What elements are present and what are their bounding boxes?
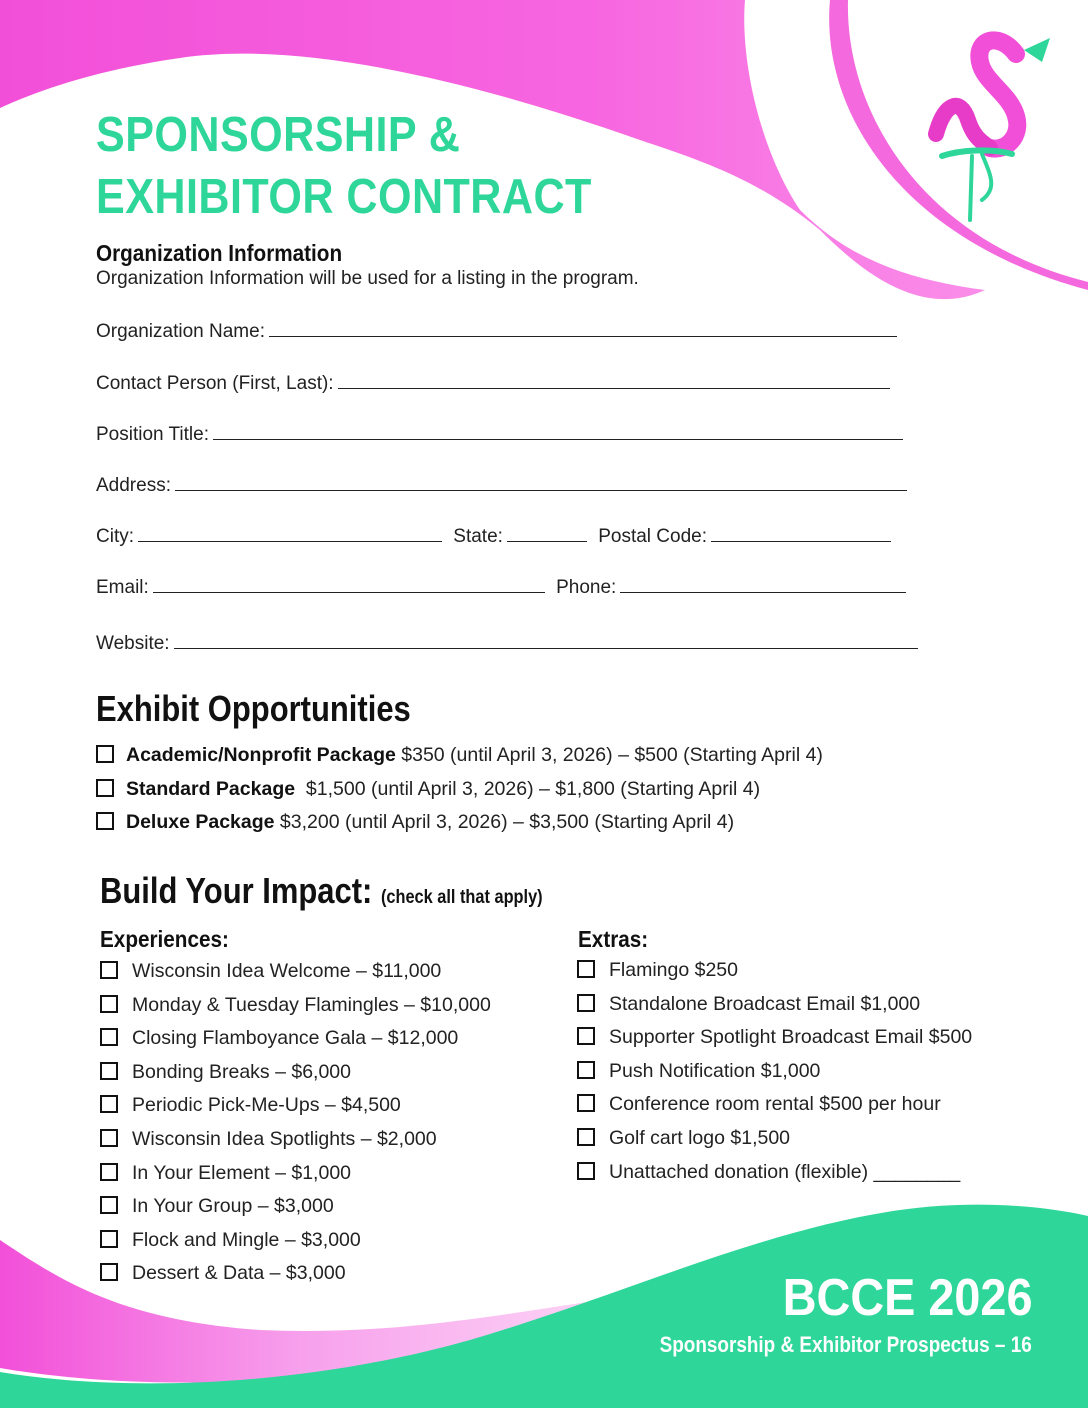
impact-heading (100, 870, 543, 912)
item-label: Supporter Spotlight Broadcast Email $500 (609, 1026, 973, 1049)
list-item (100, 1262, 491, 1296)
checkbox-icon[interactable] (96, 779, 114, 797)
checkbox-icon[interactable] (577, 1061, 595, 1079)
item-label: Dessert & Data – $3,000 (132, 1262, 346, 1285)
checkbox-icon[interactable] (100, 1095, 118, 1113)
list-item (577, 1127, 972, 1161)
item-label: Conference room rental $500 per hour (609, 1093, 941, 1116)
item-label: In Your Element – $1,000 (132, 1161, 352, 1184)
checkbox-icon[interactable] (577, 1094, 595, 1112)
list-item (577, 1060, 972, 1094)
impact-title: Build Your Impact: (100, 870, 373, 911)
postal-line[interactable] (711, 523, 891, 542)
list-item (100, 1094, 491, 1128)
state-label: State: (453, 526, 503, 547)
website-line[interactable] (174, 630, 918, 649)
item-label: Wisconsin Idea Welcome – $11,000 (132, 960, 442, 982)
checkbox-icon[interactable] (100, 995, 118, 1013)
package-academic (96, 744, 823, 767)
package-name: Standard Package (126, 778, 296, 800)
position-line[interactable] (213, 421, 903, 440)
checkbox-icon[interactable] (577, 960, 595, 978)
exhibit-heading: Exhibit Opportunities (96, 688, 411, 729)
org-name-line[interactable] (269, 318, 897, 337)
checkbox-icon[interactable] (100, 1263, 118, 1281)
item-label: Monday & Tuesday Flamingles – $10,000 (132, 993, 491, 1016)
list-item (577, 1093, 972, 1127)
list-item (100, 1027, 491, 1061)
footer-title: BCCE 2026 (782, 1269, 1032, 1327)
email-phone-row (96, 574, 912, 599)
extras-heading: Extras: (578, 926, 649, 952)
phone-line[interactable] (620, 574, 906, 593)
organization-subtext: Organization Information will be used for a listing in the program. (96, 268, 639, 289)
city-line[interactable] (138, 523, 442, 542)
checkbox-icon[interactable] (577, 1162, 595, 1180)
footer-subtitle: Sponsorship & Exhibitor Prospectus – 16 (659, 1332, 1032, 1357)
position-label: Position Title: (96, 424, 209, 445)
flamingo-logo-icon (920, 24, 1060, 234)
impact-note: (check all that apply) (380, 887, 543, 908)
item-label: Periodic Pick-Me-Ups – $4,500 (132, 1094, 401, 1117)
email-line[interactable] (153, 574, 545, 593)
checkbox-icon[interactable] (100, 961, 118, 979)
list-item (577, 993, 972, 1027)
checkbox-icon[interactable] (100, 1163, 118, 1181)
item-label: Bonding Breaks – $6,000 (132, 1060, 351, 1083)
item-label: Flamingo $250 (609, 959, 738, 981)
contact-label: Contact Person (First, Last): (96, 373, 334, 394)
state-line[interactable] (507, 523, 587, 542)
item-label: Closing Flamboyance Gala – $12,000 (132, 1027, 459, 1050)
checkbox-icon[interactable] (577, 994, 595, 1012)
item-label: Flock and Mingle – $3,000 (132, 1228, 361, 1251)
list-item (100, 1128, 491, 1162)
page-title (96, 104, 592, 228)
package-name: Deluxe Package (126, 811, 275, 833)
address-field (96, 472, 913, 497)
list-item (100, 960, 491, 994)
item-label: In Your Group – $3,000 (132, 1195, 334, 1218)
city-state-postal-row (96, 523, 897, 548)
package-name: Academic/Nonprofit Package (126, 744, 396, 766)
list-item (100, 1229, 491, 1263)
org-name-label: Organization Name: (96, 321, 265, 342)
item-label: Standalone Broadcast Email $1,000 (609, 992, 921, 1015)
email-label: Email: (96, 577, 149, 598)
checkbox-icon[interactable] (96, 745, 114, 763)
website-field (96, 630, 924, 655)
package-deluxe (96, 811, 734, 834)
list-item (100, 994, 491, 1028)
checkbox-icon[interactable] (100, 1129, 118, 1147)
checkbox-icon[interactable] (100, 1196, 118, 1214)
title-line-2: EXHIBITOR CONTRACT (96, 170, 592, 224)
list-item (577, 1161, 972, 1195)
item-label: Wisconsin Idea Spotlights – $2,000 (132, 1127, 437, 1150)
contact-field (96, 370, 896, 395)
website-label: Website: (96, 633, 170, 654)
checkbox-icon[interactable] (96, 812, 114, 830)
phone-label: Phone: (556, 577, 617, 598)
list-item (100, 1162, 491, 1196)
org-name-field (96, 318, 903, 343)
package-price: $350 (until April 3, 2026) – $500 (Starting April 4) (395, 744, 823, 766)
title-line-1: SPONSORSHIP & (96, 108, 461, 162)
list-item (100, 1195, 491, 1229)
checkbox-icon[interactable] (577, 1128, 595, 1146)
checkbox-icon[interactable] (100, 1230, 118, 1248)
experiences-heading: Experiences: (100, 926, 229, 952)
package-standard (96, 778, 760, 801)
experiences-list (100, 960, 491, 1296)
list-item (577, 959, 972, 993)
contact-line[interactable] (338, 370, 890, 389)
item-label: Push Notification $1,000 (609, 1059, 821, 1082)
postal-label: Postal Code: (598, 526, 708, 547)
checkbox-icon[interactable] (100, 1028, 118, 1046)
city-label: City: (96, 526, 134, 547)
package-price: $3,200 (until April 3, 2026) – $3,500 (Starting April 4) (274, 811, 735, 833)
extras-list (577, 959, 972, 1194)
list-item (577, 1026, 972, 1060)
organization-heading: Organization Information (96, 240, 343, 266)
address-label: Address: (96, 475, 171, 496)
list-item (100, 1061, 491, 1095)
checkbox-icon[interactable] (577, 1027, 595, 1045)
item-label: Unattached donation (flexible) ________ (609, 1160, 961, 1183)
position-field (96, 421, 909, 446)
package-price: $1,500 (until April 3, 2026) – $1,800 (Starting April 4) (295, 778, 761, 800)
address-line[interactable] (175, 472, 907, 491)
item-label: Golf cart logo $1,500 (609, 1126, 791, 1149)
checkbox-icon[interactable] (100, 1062, 118, 1080)
